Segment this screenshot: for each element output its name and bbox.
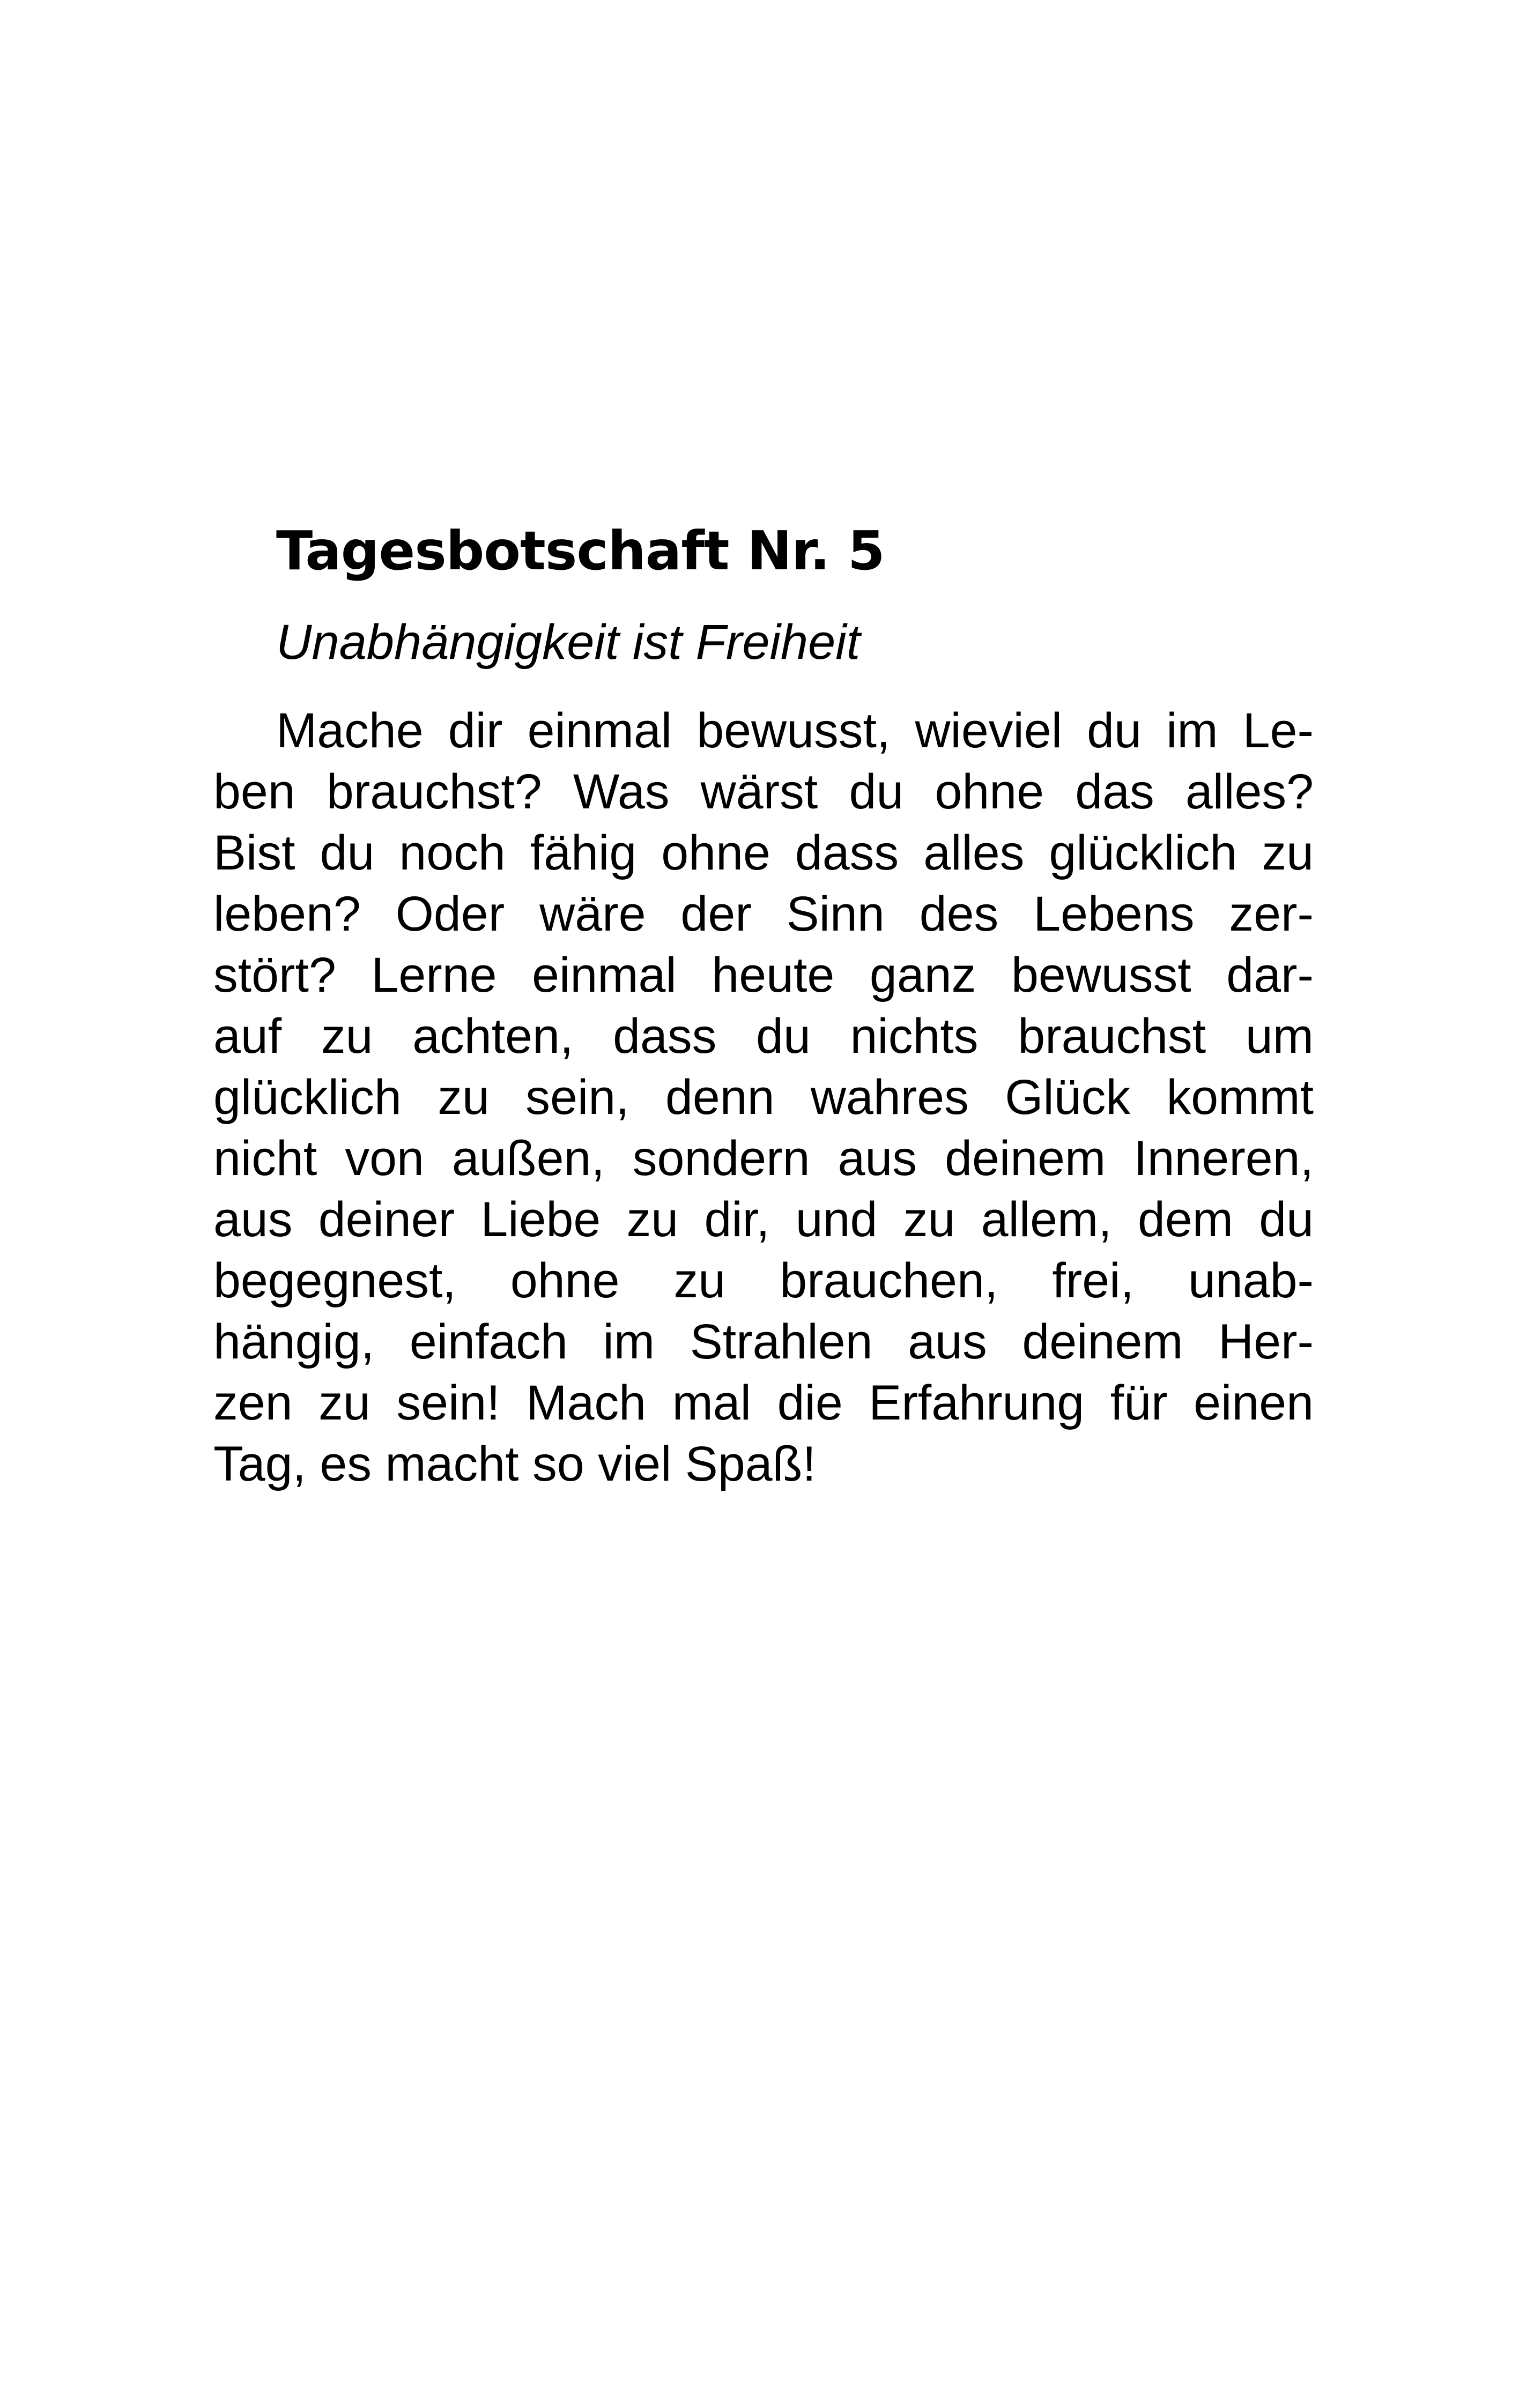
body-paragraph — [213, 700, 1314, 1495]
body-line: stört? Lerne einmal heute ganz bewusst dar- — [213, 948, 1314, 1002]
page-content — [213, 514, 1314, 1495]
page-subtitle: Unabhängigkeit ist Freiheit — [276, 615, 861, 670]
body-line: ben brauchst? Was wärst du ohne das alles? — [213, 764, 1314, 819]
body-line: zen zu sein! Mach mal die Erfahrung für einen — [213, 1376, 1314, 1430]
body-line: auf zu achten, dass du nichts brauchst um — [213, 1009, 1314, 1064]
body-line: Mache dir einmal bewusst, wieviel du im Le- — [276, 703, 1314, 758]
body-line: aus deiner Liebe zu dir, und zu allem, dem du — [213, 1192, 1314, 1247]
body-line: hängig, einfach im Strahlen aus deinem Her- — [213, 1314, 1314, 1369]
body-line: begegnest, ohne zu brauchen, frei, unab- — [213, 1253, 1314, 1308]
body-line: Tag, es macht so viel Spaß! — [213, 1437, 816, 1491]
body-line: glücklich zu sein, denn wahres Glück kommt — [213, 1070, 1314, 1125]
page-title: Tagesbotschaft Nr. 5 — [276, 519, 885, 582]
body-line: Bist du noch fähig ohne dass alles glücklich zu — [213, 826, 1314, 880]
body-line: nicht von außen, sondern aus deinem Inneren, — [213, 1131, 1314, 1186]
body-line: leben? Oder wäre der Sinn des Lebens zer- — [213, 887, 1314, 941]
